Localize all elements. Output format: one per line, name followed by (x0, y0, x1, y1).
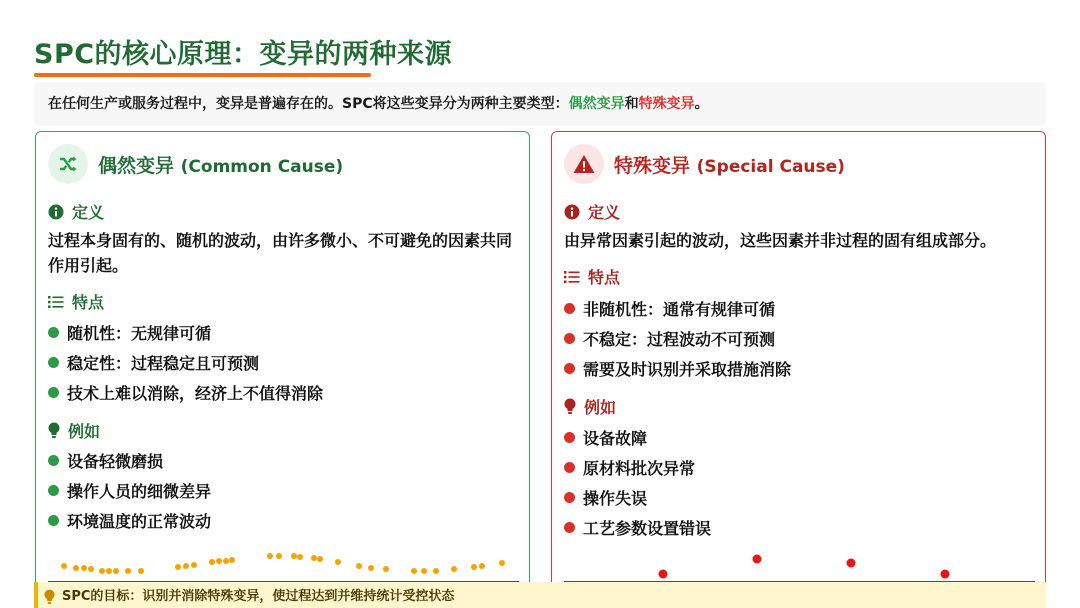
special-cause-card (551, 131, 1046, 601)
list-item (48, 317, 323, 347)
bullet-dot (564, 522, 575, 533)
intro-suffix: 。 (694, 96, 709, 112)
list-item (564, 482, 711, 512)
shuffle-icon (48, 144, 88, 184)
bullet-dot (48, 485, 59, 496)
special-examples-heading (564, 395, 616, 418)
list-item-text: 稳定性：过程稳定且可预测 (67, 353, 260, 373)
bullet-dot (564, 303, 575, 314)
info-icon (564, 204, 580, 220)
intro-joiner: 和 (624, 96, 639, 112)
common-examples-label: 例如 (68, 422, 101, 441)
goal-banner (34, 582, 1046, 608)
bullet-dot (48, 387, 59, 398)
special-examples-list (564, 422, 711, 542)
intro-prefix: 在任何生产或服务过程中，变异是普遍存在的。SPC将这些变异分为两种主要类型： (48, 96, 569, 112)
list-item (564, 293, 791, 323)
special-cause-title (614, 151, 845, 178)
intro-special-term: 特殊变异 (638, 96, 695, 112)
list-item (48, 347, 323, 377)
list-item-text: 环境温度的正常波动 (67, 511, 212, 531)
bullet-dot (564, 492, 575, 503)
list-item (564, 452, 711, 482)
info-icon (48, 204, 64, 220)
list-item-text: 原材料批次异常 (583, 458, 696, 478)
lightbulb-icon (48, 422, 60, 439)
page-title: SPC的核心原理：变异的两种来源 (34, 39, 453, 70)
list-item (564, 323, 791, 353)
bullet-dot (564, 363, 575, 374)
special-features-list (564, 293, 791, 383)
common-examples-heading (48, 419, 100, 442)
list-item (48, 377, 323, 407)
special-definition-text: 由异常因素引起的波动，这些因素并非过程的固有组成部分。 (564, 231, 997, 250)
title-underline (34, 73, 371, 77)
list-item (564, 512, 711, 542)
common-features-label: 特点 (72, 293, 105, 312)
list-item-text: 不稳定：过程波动不可预测 (583, 329, 776, 349)
list-item (48, 445, 211, 475)
goal-text: SPC的目标：识别并消除特殊变异，使过程达到并维持统计受控状态 (62, 589, 455, 604)
list-item (564, 353, 791, 383)
bullet-dot (48, 455, 59, 466)
list-item-text: 工艺参数设置错误 (583, 518, 712, 538)
common-cause-title-en: (Common Cause) (180, 156, 344, 177)
list-item-text: 操作失误 (583, 488, 648, 508)
common-cause-title (98, 151, 343, 178)
list-item (48, 505, 211, 535)
common-definition-text: 过程本身固有的、随机的波动，由许多微小、不可避免的因素共同作用引起。 (48, 231, 513, 275)
warning-icon (564, 144, 604, 184)
bullet-dot (48, 515, 59, 526)
common-cause-title-zh: 偶然变异 (98, 154, 175, 177)
list-item-text: 设备故障 (583, 428, 648, 448)
list-icon (564, 270, 580, 284)
common-features-heading (48, 290, 104, 313)
common-definition-heading (48, 200, 104, 223)
special-examples-label: 例如 (584, 398, 617, 417)
intro-banner (34, 82, 1046, 126)
special-definition-label: 定义 (588, 203, 621, 222)
bullet-dot (48, 327, 59, 338)
list-item (48, 475, 211, 505)
list-item-text: 技术上难以消除，经济上不值得消除 (67, 383, 324, 403)
common-examples-list (48, 445, 211, 535)
bullet-dot (564, 462, 575, 473)
list-item-text: 随机性：无规律可循 (67, 323, 212, 343)
special-features-label: 特点 (588, 268, 621, 287)
list-icon (48, 295, 64, 309)
intro-common-term: 偶然变异 (568, 96, 625, 112)
special-definition-heading (564, 200, 620, 223)
lightbulb-icon (44, 589, 55, 605)
common-cause-card (35, 131, 530, 601)
bullet-dot (564, 333, 575, 344)
common-definition-label: 定义 (72, 203, 105, 222)
common-features-list (48, 317, 323, 407)
list-item-text: 需要及时识别并采取措施消除 (583, 359, 792, 379)
bullet-dot (48, 357, 59, 368)
list-item-text: 操作人员的细微差异 (67, 481, 212, 501)
special-cause-title-zh: 特殊变异 (614, 154, 691, 177)
lightbulb-icon (564, 398, 576, 415)
bullet-dot (564, 432, 575, 443)
common-cause-header (48, 144, 343, 184)
list-item-text: 设备轻微磨损 (67, 451, 164, 471)
special-cause-title-en: (Special Cause) (696, 156, 845, 177)
list-item (564, 422, 711, 452)
special-features-heading (564, 265, 620, 288)
list-item-text: 非随机性：通常有规律可循 (583, 299, 776, 319)
special-cause-header (564, 144, 845, 184)
